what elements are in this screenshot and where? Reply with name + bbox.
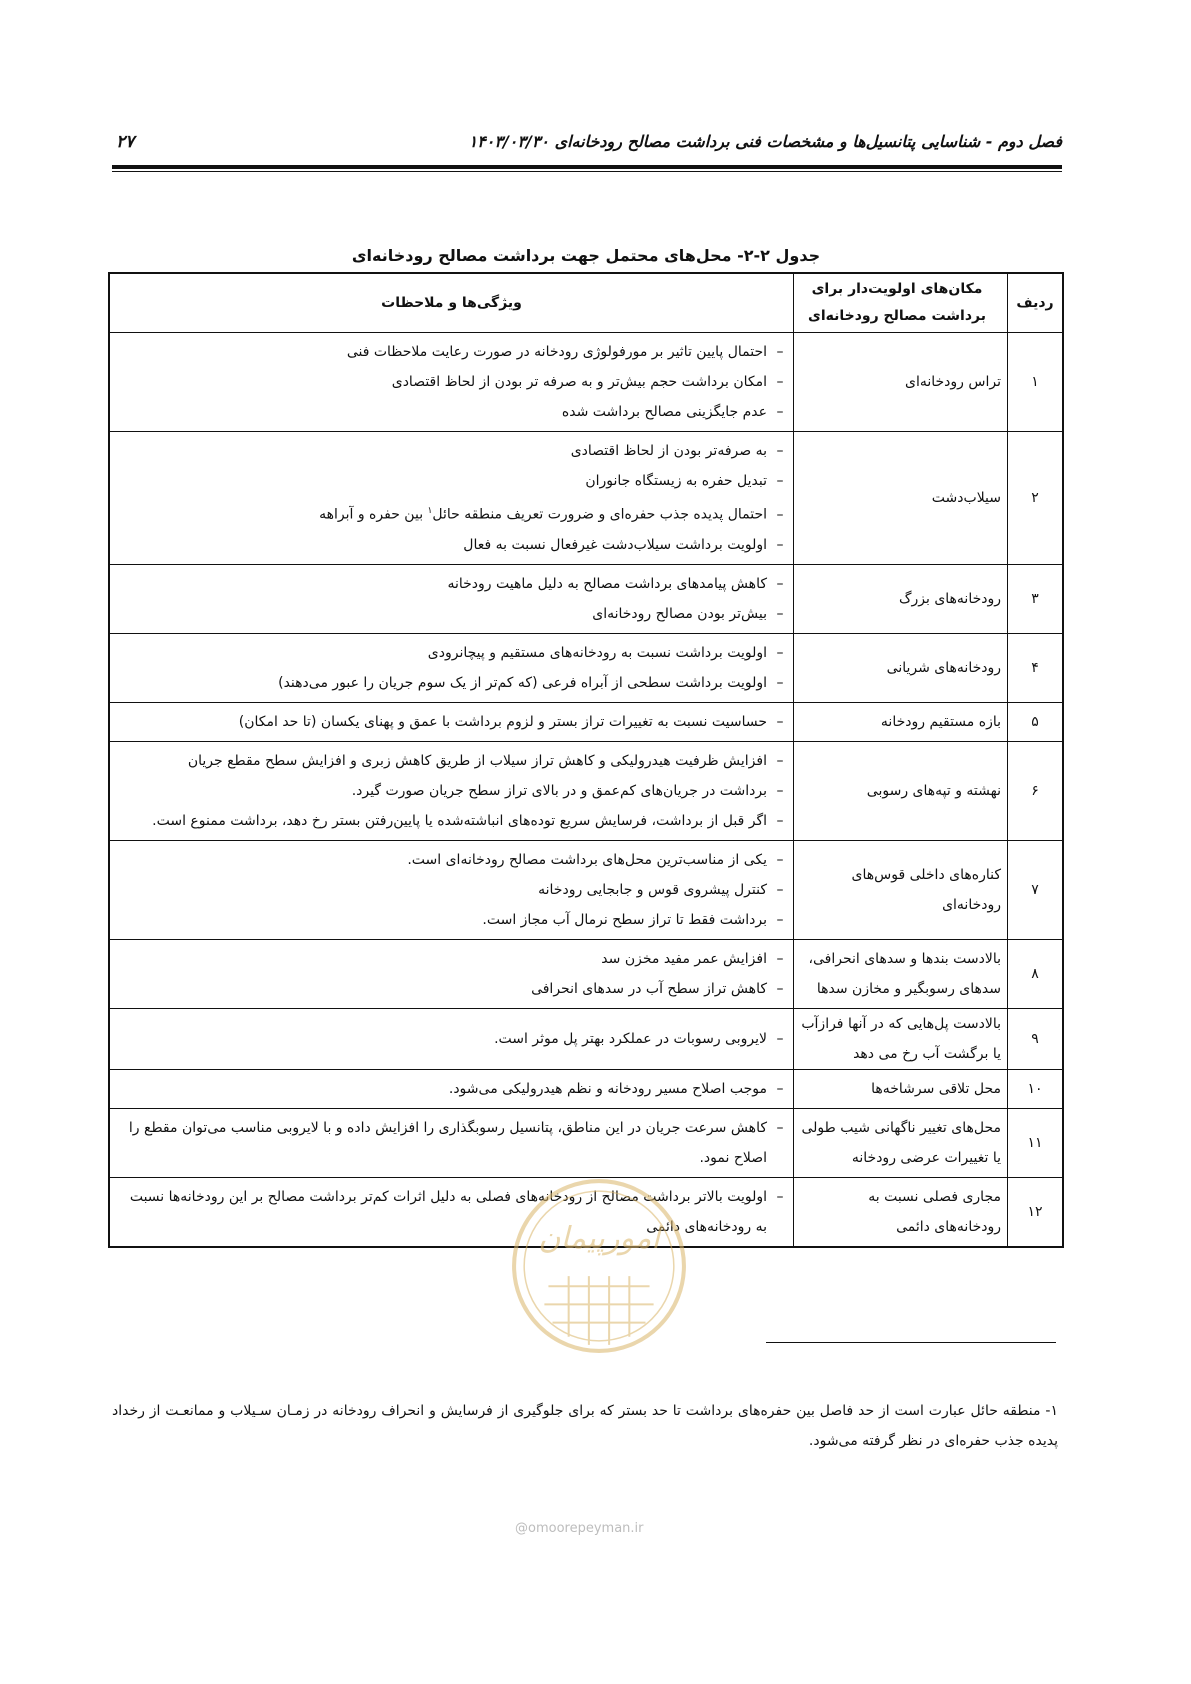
note-item <box>110 776 793 806</box>
note-text: برداشت در جریان‌های کم‌عمق و در بالای تراز سطح جریان صورت گیرد. <box>351 782 767 799</box>
footnote-text: ۱- منطقه حائل عبارت است از حد فاصل بین حفره‌های برداشت تا حد بستر که برای جلوگیری از فرسایش و انحراف رودخانه در زمـان سـیلاب و ممانعـت از رخداد پدیده جذب حفره‌ای در نظر گرفته می‌شود. <box>112 1403 1058 1449</box>
row-number: ۲ <box>1008 432 1064 565</box>
note-item <box>110 1024 793 1054</box>
note-item <box>110 974 793 1004</box>
header-notes: ویژگی‌ها و ملاحظات <box>109 273 794 333</box>
row-place: بالادست بندها و سدهای انحرافی، سدهای رسوبگیر و مخازن سدها <box>794 939 1008 1008</box>
row-notes <box>109 432 794 565</box>
row-number: ۷ <box>1008 840 1064 939</box>
note-item <box>110 638 793 668</box>
table-row <box>109 1008 1063 1069</box>
table-row <box>109 1069 1063 1108</box>
watermark-url: @omoorepeyman.ir <box>515 1521 644 1536</box>
note-item <box>110 496 793 530</box>
header-row-number: ردیف <box>1008 273 1064 333</box>
note-text: حساسیت نسبت به تغییرات تراز بستر و لزوم برداشت با عمق و پهنای یکسان (تا حد امکان) <box>238 713 767 730</box>
header-rule-thick <box>112 165 1062 169</box>
row-number: ۶ <box>1008 741 1064 840</box>
note-text: اولویت برداشت سطحی از آبراه فرعی (که کم‌تر از یک سوم جریان را عبور می‌دهند) <box>278 674 767 691</box>
row-place: بالادست پل‌هایی که در آنها فرازآب یا برگشت آب رخ می دهد <box>794 1008 1008 1069</box>
dash-bullet: – <box>776 851 784 868</box>
header-title: فصل دوم - شناسایی پتانسیل‌ها و مشخصات فنی برداشت مصالح رودخانه‌ای ۱۴۰۳/۰۳/۳۰ <box>468 132 1062 151</box>
table-row <box>109 432 1063 565</box>
note-text-with-footnote <box>110 496 767 530</box>
row-number: ۸ <box>1008 939 1064 1008</box>
note-item <box>110 1182 793 1242</box>
note-text: احتمال پدیده جذب حفره‌ای و ضرورت تعریف منطقه حائل <box>432 506 767 523</box>
note-text: موجب اصلاح مسیر رودخانه و نظم هیدرولیکی می‌شود. <box>448 1080 767 1097</box>
note-text-tail: بین حفره و آبراهه <box>319 506 428 523</box>
row-number: ۵ <box>1008 702 1064 741</box>
table-row <box>109 1108 1063 1177</box>
note-text: کاهش سرعت جریان در این مناطق، پتانسیل رسوبگذاری را افزایش داده و با لایروبی مناسب می‌توان مقطع را اصلاح نمود. <box>128 1119 767 1166</box>
row-notes <box>109 333 794 432</box>
note-text: به صرفه‌تر بودن از لحاظ اقتصادی <box>570 443 767 459</box>
note-item <box>110 668 793 698</box>
row-notes <box>109 1177 794 1247</box>
table-row <box>109 702 1063 741</box>
dash-bullet: – <box>776 1080 784 1097</box>
dash-bullet: – <box>776 1119 784 1136</box>
dash-bullet: – <box>776 881 784 898</box>
row-number: ۴ <box>1008 633 1064 702</box>
row-place: محل‌های تغییر ناگهانی شیب طولی یا تغییرات عرضی رودخانه <box>794 1108 1008 1177</box>
note-text: اولویت برداشت سیلاب‌دشت غیرفعال نسبت به فعال <box>463 536 767 553</box>
watermark-logo <box>508 1175 690 1357</box>
table-row <box>109 333 1063 432</box>
note-text: اولویت بالاتر برداشت مصالح از رودخانه‌های فصلی به دلیل اثرات کم‌تر برداشت مصالح بر این رودخانه‌ها نسبت به رودخانه‌های دائمی <box>129 1188 767 1235</box>
table-row <box>109 939 1063 1008</box>
dash-bullet: – <box>776 473 784 489</box>
row-place: مجاری فصلی نسبت به رودخانه‌های دائمی <box>794 1177 1008 1247</box>
note-text: عدم جایگزینی مصالح برداشت شده <box>561 404 767 420</box>
header-rule-thin <box>112 171 1062 172</box>
row-place: رودخانه‌های شریانی <box>794 633 1008 702</box>
dash-bullet: – <box>776 713 784 730</box>
note-item <box>110 337 793 367</box>
note-text: افزایش ظرفیت هیدرولیکی و کاهش تراز سیلاب از طریق کاهش زبری و افزایش سطح مقطع جریان <box>187 752 767 769</box>
dash-bullet: – <box>776 911 784 928</box>
row-notes <box>109 564 794 633</box>
note-item <box>110 1074 793 1104</box>
note-text: بیش‌تر بودن مصالح رودخانه‌ای <box>592 605 767 622</box>
dash-bullet: – <box>776 443 784 459</box>
row-number: ۱ <box>1008 333 1064 432</box>
dash-bullet: – <box>776 674 784 691</box>
note-item <box>110 944 793 974</box>
row-number: ۹ <box>1008 1008 1064 1069</box>
row-notes <box>109 1008 794 1069</box>
dash-bullet: – <box>776 752 784 769</box>
header-place: مکان‌های اولویت‌دار برای برداشت مصالح رودخانه‌ای <box>794 273 1008 333</box>
table-header-row <box>109 273 1063 333</box>
watermark-ring <box>514 1181 684 1351</box>
note-item <box>110 905 793 935</box>
page-header <box>112 128 1062 162</box>
watermark-inner-ring <box>524 1191 674 1341</box>
row-number: ۳ <box>1008 564 1064 633</box>
row-place: بازه مستقیم رودخانه <box>794 702 1008 741</box>
row-number: ۱۰ <box>1008 1069 1064 1108</box>
table-row <box>109 564 1063 633</box>
note-text: یکی از مناسب‌ترین محل‌های برداشت مصالح رودخانه‌ای است. <box>407 851 767 868</box>
dash-bullet: – <box>776 782 784 799</box>
note-text: اولویت برداشت نسبت به رودخانه‌های مستقیم و پیچانرودی <box>427 644 767 661</box>
footnote-marker: ۱ <box>427 506 433 516</box>
row-place: نهشته و تپه‌های رسوبی <box>794 741 1008 840</box>
table-caption: جدول ۲-۲- محل‌های محتمل جهت برداشت مصالح رودخانه‌ای <box>351 246 821 265</box>
dash-bullet: – <box>776 605 784 622</box>
dash-bullet: – <box>776 812 784 829</box>
note-text: افزایش عمر مفید مخزن سد <box>601 950 767 967</box>
note-item <box>110 1113 793 1173</box>
page-number: ۲۷ <box>116 132 135 152</box>
row-place: کناره‌های داخلی قوس‌های رودخانه‌ای <box>794 840 1008 939</box>
note-text: امکان برداشت حجم بیش‌تر و به صرفه تر بودن از لحاظ اقتصادی <box>391 374 767 390</box>
dash-bullet: – <box>776 1030 784 1047</box>
dash-bullet: – <box>776 1188 784 1205</box>
note-item <box>110 746 793 776</box>
note-text: برداشت فقط تا تراز سطح نرمال آب مجاز است. <box>482 911 767 928</box>
row-notes <box>109 741 794 840</box>
note-item <box>110 436 793 466</box>
dash-bullet: – <box>776 374 784 390</box>
dash-bullet: – <box>776 980 784 997</box>
dash-bullet: – <box>776 950 784 967</box>
row-notes <box>109 840 794 939</box>
dash-bullet: – <box>776 536 784 553</box>
dash-bullet: – <box>776 575 784 592</box>
note-item <box>110 466 793 496</box>
note-item <box>110 845 793 875</box>
note-text: کاهش پیامدهای برداشت مصالح به دلیل ماهیت رودخانه <box>447 575 767 592</box>
row-notes <box>109 702 794 741</box>
row-place: سیلاب‌دشت <box>794 432 1008 565</box>
watermark-grid <box>544 1276 653 1345</box>
dash-bullet: – <box>776 344 784 360</box>
row-notes <box>109 1069 794 1108</box>
footnote-separator <box>766 1342 1056 1343</box>
note-text: احتمال پایین تاثیر بر مورفولوژی رودخانه در صورت رعایت ملاحظات فنی <box>346 344 767 360</box>
note-item <box>110 367 793 397</box>
table-row <box>109 741 1063 840</box>
dash-bullet: – <box>776 404 784 420</box>
locations-table <box>108 272 1064 1248</box>
row-place: محل تلاقی سرشاخه‌ها <box>794 1069 1008 1108</box>
note-item <box>110 806 793 836</box>
row-number: ۱۲ <box>1008 1177 1064 1247</box>
row-notes <box>109 1108 794 1177</box>
row-place: رودخانه‌های بزرگ <box>794 564 1008 633</box>
note-item <box>110 707 793 737</box>
note-item <box>110 599 793 629</box>
row-notes <box>109 633 794 702</box>
note-item <box>110 530 793 560</box>
row-notes <box>109 939 794 1008</box>
note-text: لایروبی رسوبات در عملکرد بهتر پل موثر است. <box>494 1030 767 1047</box>
table-row <box>109 633 1063 702</box>
note-text: کنترل پیشروی قوس و جابجایی رودخانه <box>538 881 767 898</box>
note-text: اگر قبل از برداشت، فرسایش سریع توده‌های انباشته‌شده یا پایین‌رفتن بستر رخ دهد، برداشت ممنوع است. <box>152 812 767 829</box>
dash-bullet: – <box>776 506 784 523</box>
dash-bullet: – <box>776 644 784 661</box>
watermark-logo-text: امورپیمان <box>538 1220 660 1256</box>
note-text: تبدیل حفره به زیستگاه جانوران <box>585 473 767 489</box>
row-place: تراس رودخانه‌ای <box>794 333 1008 432</box>
note-item <box>110 569 793 599</box>
note-text: کاهش تراز سطح آب در سدهای انحرافی <box>531 980 767 997</box>
row-number: ۱۱ <box>1008 1108 1064 1177</box>
note-item <box>110 397 793 427</box>
note-item <box>110 875 793 905</box>
table-row <box>109 840 1063 939</box>
